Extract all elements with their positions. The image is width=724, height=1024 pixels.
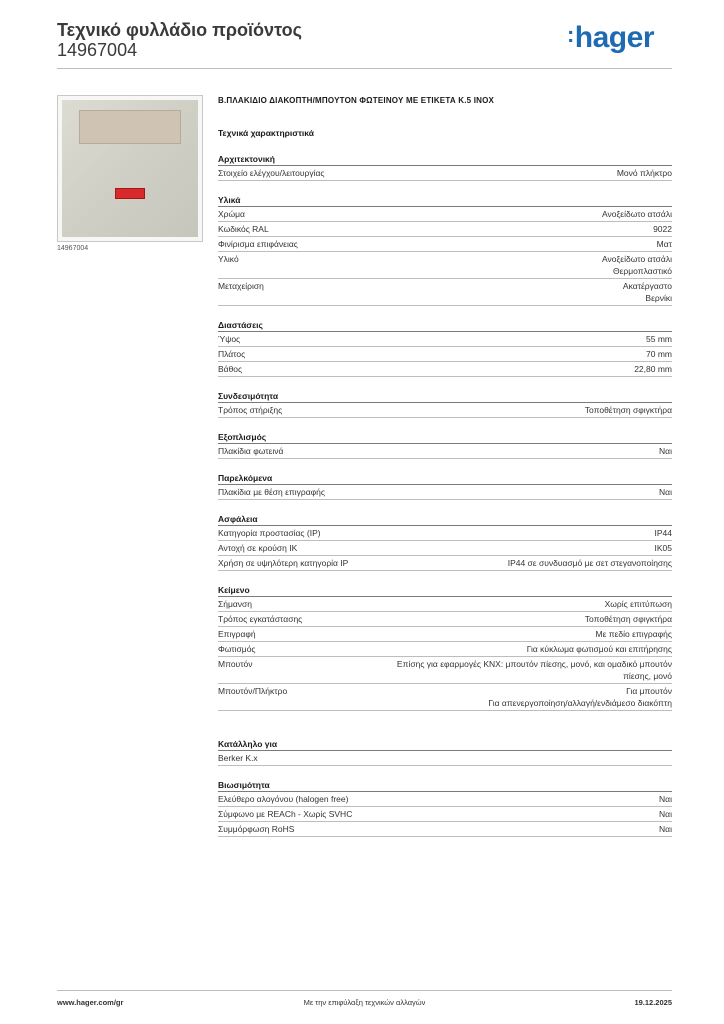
spec-value: Ναι xyxy=(659,487,672,497)
spec-section xyxy=(218,319,672,377)
disclaimer: Με την επιφύλαξη τεχνικών αλλαγών xyxy=(303,998,426,1007)
spec-section xyxy=(218,431,672,459)
spec-value: Ναι xyxy=(659,446,672,456)
spec-row xyxy=(218,792,672,807)
spec-value: Επίσης για εφαρμογές KNX: μπουτόν πίεσης, μονό, και ομαδικό μπουτόν πίεσης, μονό xyxy=(396,659,672,681)
spec-label: Πλακίδια φωτεινά xyxy=(218,446,284,456)
spec-section xyxy=(218,194,672,306)
spec-label: Υλικό xyxy=(218,254,239,264)
spec-row xyxy=(218,684,672,711)
spec-label: Αντοχή σε κρούση IK xyxy=(218,543,298,553)
spec-row xyxy=(218,541,672,556)
section-title: Κείμενο xyxy=(218,584,672,597)
spec-value: Μονό πλήκτρο xyxy=(616,168,672,178)
indicator-led xyxy=(115,188,145,199)
spec-label: Τρόπος στήριξης xyxy=(218,405,283,415)
spec-label: Συμμόρφωση RoHS xyxy=(218,824,295,834)
header-divider xyxy=(57,68,672,69)
spec-value: IK05 xyxy=(654,543,672,553)
spec-value: Ναι xyxy=(659,794,672,804)
spec-value: Ανοξείδωτο ατσάλι xyxy=(601,209,672,219)
spec-value: Ναι xyxy=(659,824,672,834)
spec-label: Μπουτόν/Πλήκτρο xyxy=(218,686,288,696)
spec-label: Berker K.x xyxy=(218,753,258,763)
document-title: Τεχνικό φυλλάδιο προϊόντος xyxy=(57,20,302,40)
spec-value: Τοποθέτηση σφιγκτήρα xyxy=(584,405,672,415)
tech-specs-title: Τεχνικά χαρακτηριστικά xyxy=(218,128,314,138)
spec-label: Βάθος xyxy=(218,364,243,374)
page-header xyxy=(57,20,672,60)
spec-section xyxy=(218,513,672,571)
spec-row xyxy=(218,657,672,684)
spec-section xyxy=(218,584,672,711)
spec-value: Για κύκλωμα φωτισμού και επιτήρησης xyxy=(526,644,672,654)
section-title: Συνδεσιμότητα xyxy=(218,390,672,403)
spec-value: IP44 σε συνδυασμό με σετ στεγανοποίησης xyxy=(507,558,672,568)
spec-row xyxy=(218,612,672,627)
spec-sections xyxy=(218,153,672,837)
spec-row xyxy=(218,403,672,418)
image-caption: 14967004 xyxy=(57,245,89,252)
spec-label: Τρόπος εγκατάστασης xyxy=(218,614,303,624)
spec-section xyxy=(218,711,672,766)
spec-row xyxy=(218,751,672,766)
spec-value: IP44 xyxy=(654,528,672,538)
spec-label: Μπουτόν xyxy=(218,659,253,669)
spec-value: 70 mm xyxy=(646,349,672,359)
hager-logo: :hager xyxy=(566,21,654,54)
spec-row xyxy=(218,597,672,612)
label-window xyxy=(79,110,181,144)
spec-row xyxy=(218,556,672,571)
section-gap xyxy=(218,711,672,725)
spec-value: Τοποθέτηση σφιγκτήρα xyxy=(584,614,672,624)
product-image xyxy=(57,95,203,242)
spec-value: Ματ xyxy=(656,239,672,249)
spec-value: Με πεδίο επιγραφής xyxy=(595,629,672,639)
spec-value: 55 mm xyxy=(646,334,672,344)
spec-value: Για μπουτόν Για απενεργοποίηση/αλλαγή/ενδιάμεσο διακόπτη xyxy=(488,686,672,708)
spec-row xyxy=(218,485,672,500)
product-code: 14967004 xyxy=(57,40,138,60)
website-link[interactable]: www.hager.com/gr xyxy=(57,998,124,1007)
section-title: Βιωσιμότητα xyxy=(218,779,672,792)
section-title: Ασφάλεια xyxy=(218,513,672,526)
spec-content xyxy=(218,95,672,837)
spec-label: Χρήση σε υψηλότερη κατηγορία IP xyxy=(218,558,349,568)
section-title: Παρελκόμενα xyxy=(218,472,672,485)
date: 19.12.2025 xyxy=(634,998,672,1007)
spec-row xyxy=(218,807,672,822)
spec-row xyxy=(218,252,672,279)
spec-row xyxy=(218,279,672,306)
spec-section xyxy=(218,390,672,418)
spec-row xyxy=(218,332,672,347)
spec-value: 9022 xyxy=(653,224,672,234)
spec-row xyxy=(218,222,672,237)
spec-label: Στοιχείο ελέγχου/λειτουργίας xyxy=(218,168,325,178)
spec-row xyxy=(218,207,672,222)
spec-row xyxy=(218,627,672,642)
spec-value: Ναι xyxy=(659,809,672,819)
spec-label: Σύμφωνο με REACh - Χωρίς SVHC xyxy=(218,809,353,819)
spec-value: Χωρίς επιτύπωση xyxy=(604,599,672,609)
spec-row xyxy=(218,237,672,252)
spec-label: Ύψος xyxy=(218,334,241,344)
spec-label: Ελεύθερο αλογόνου (halogen free) xyxy=(218,794,349,804)
section-title: Αρχιτεκτονική xyxy=(218,153,672,166)
spec-value: Ακατέργαστο Βερνίκι xyxy=(622,281,672,303)
spec-label: Χρώμα xyxy=(218,209,245,219)
spec-section xyxy=(218,779,672,837)
section-title: Κατάλληλο για xyxy=(218,738,672,751)
section-title: Διαστάσεις xyxy=(218,319,672,332)
spec-section xyxy=(218,153,672,181)
spec-row xyxy=(218,347,672,362)
spec-label: Σήμανση xyxy=(218,599,253,609)
switch-plate xyxy=(62,100,198,237)
spec-label: Πλάτος xyxy=(218,349,246,359)
spec-section xyxy=(218,472,672,500)
spec-label: Κωδικός RAL xyxy=(218,224,269,234)
spec-row xyxy=(218,362,672,377)
spec-label: Φινίρισμα επιφάνειας xyxy=(218,239,298,249)
spec-label: Φωτισμός xyxy=(218,644,256,654)
spec-row xyxy=(218,822,672,837)
spec-value: 22,80 mm xyxy=(634,364,672,374)
spec-label: Μεταχείριση xyxy=(218,281,264,291)
spec-row xyxy=(218,642,672,657)
footer-divider xyxy=(57,990,672,991)
spec-row xyxy=(218,444,672,459)
spec-value: Ανοξείδωτο ατσάλι Θερμοπλαστικό xyxy=(601,254,672,276)
spec-label: Κατηγορία προστασίας (IP) xyxy=(218,528,321,538)
spec-row xyxy=(218,166,672,181)
spec-label: Πλακίδια με θέση επιγραφής xyxy=(218,487,325,497)
section-title: Εξοπλισμός xyxy=(218,431,672,444)
section-title: Υλικά xyxy=(218,194,672,207)
spec-label: Επιγραφή xyxy=(218,629,256,639)
spec-row xyxy=(218,526,672,541)
product-name: Β.ΠΛΑΚΙΔΙΟ ΔΙΑΚΟΠΤΗ/ΜΠΟΥΤΟΝ ΦΩΤΕΙΝΟΥ ΜΕ ΕΤΙΚΕΤΑ Κ.5 INOX xyxy=(218,96,495,105)
